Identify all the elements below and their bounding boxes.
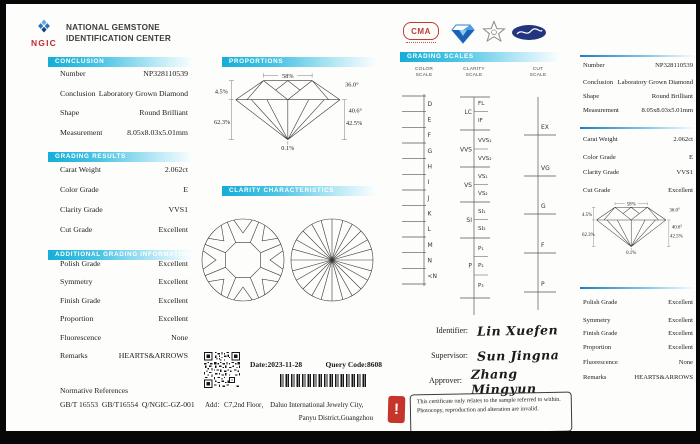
svg-text:D: D [427, 101, 433, 108]
field-label: Shape [60, 108, 80, 118]
ngic-logo [26, 19, 62, 48]
field-row [48, 84, 195, 104]
field-row [48, 347, 195, 366]
total-depth-label: 62.3% [214, 119, 231, 127]
section-header-grading-results: GRADING RESULTS [48, 152, 195, 162]
proportions-diagram [214, 70, 379, 152]
svg-text:P₁: P₁ [478, 246, 484, 252]
field-label: Carat Weight [60, 164, 102, 174]
qr-code [204, 352, 240, 388]
field-value: Excellent [668, 298, 693, 306]
svg-text:58%: 58% [626, 202, 636, 208]
field-label: Conclusion [583, 78, 614, 86]
field-label: Measurement [583, 106, 619, 114]
color-scale [402, 94, 437, 286]
field-value: HEARTS&ARROWS [634, 373, 693, 381]
star-emblem-icon [482, 20, 506, 44]
field-value: Laboratory Grown Diamond [617, 78, 693, 86]
crown-view-plot [202, 219, 284, 301]
field-label: Color Grade [60, 184, 99, 194]
color-scale-header: COLOR SCALE [414, 67, 434, 79]
svg-text:VVS: VVS [459, 146, 472, 154]
svg-text:VS: VS [464, 182, 472, 189]
divider [580, 287, 696, 289]
svg-text:N: N [427, 257, 432, 265]
clarity-scale-header: CLARITY SCALE [463, 67, 485, 79]
org-name [66, 23, 171, 48]
field-value: Laboratory Grown Diamond [98, 88, 188, 98]
svg-text:IF: IF [478, 118, 483, 124]
svg-text:P: P [468, 262, 472, 270]
warning-icon: ! [388, 396, 406, 423]
field-value: E [183, 184, 188, 194]
crown-angle-label: 36.0° [345, 81, 359, 89]
svg-text:I: I [427, 179, 430, 186]
field-value: Excellent [158, 295, 188, 305]
svg-text:L: L [427, 226, 431, 233]
section-header-additional: ADDITIONAL GRADING INFORMATION [48, 250, 195, 260]
grading-scales-diagram [398, 90, 568, 325]
pavilion-view-plot [291, 219, 373, 301]
svg-text:EX: EX [541, 124, 549, 131]
field-value: Excellent [668, 186, 693, 194]
cut-scale [524, 97, 556, 310]
cut-scale-header: CUT SCALE [529, 67, 547, 79]
svg-text:F: F [427, 132, 431, 139]
query-code: Query Code:8608 [325, 360, 382, 369]
field-row [48, 219, 195, 239]
summary-panel [580, 54, 696, 398]
pavilion-depth-label: 42.5% [346, 119, 363, 127]
field-value: VVS1 [168, 204, 188, 214]
svg-text:VS₂: VS₂ [478, 191, 488, 197]
field-label: Color Grade [583, 153, 616, 161]
signature-row [408, 318, 576, 343]
svg-text:SI₁: SI₁ [478, 209, 486, 215]
pavilion-angle-label: 40.6° [348, 107, 363, 115]
svg-text:SI₂: SI₂ [478, 226, 486, 232]
field-value: 8.05x8.03x5.01mm [127, 127, 188, 137]
field-label: Cut Grade [583, 186, 611, 194]
additional-section [48, 260, 195, 365]
cma-subtext [406, 42, 436, 43]
field-row [48, 64, 195, 84]
field-label: Shape [583, 92, 600, 100]
svg-text:P₂: P₂ [478, 263, 484, 269]
field-value: HEARTS&ARROWS [118, 351, 188, 361]
divider [580, 55, 696, 57]
date-query-row [250, 360, 382, 369]
signature-label: Supervisor: [431, 351, 468, 360]
field-label: Finish Grade [60, 295, 101, 305]
clarity-plot-diagrams [198, 216, 383, 306]
field-label: Measurement [60, 127, 103, 137]
approver-signature: Zhang Mingyun [470, 365, 537, 397]
field-value: Excellent [668, 316, 693, 324]
field-value: Round Brilliant [139, 108, 188, 118]
svg-text:P₃: P₃ [478, 283, 484, 289]
field-value: NP328110539 [655, 61, 693, 69]
clarity-scale [460, 97, 491, 315]
field-label: Cut Grade [60, 224, 93, 234]
culet-label: 0.1% [281, 145, 295, 152]
field-value: Excellent [668, 329, 693, 337]
field-value: Excellent [158, 224, 188, 234]
barcode [280, 374, 368, 387]
field-row [48, 291, 195, 310]
normative-value: GB/T 16553 GB/T16554 Q/NGIC-GZ-001 [60, 400, 195, 409]
field-label: Finish Grade [583, 329, 618, 337]
grading-results-section [48, 162, 195, 239]
field-value: Excellent [158, 277, 188, 287]
field-label: Symmetry [60, 277, 93, 287]
field-value: None [678, 358, 693, 366]
field-label: Remarks [583, 373, 607, 381]
field-value: NP328110539 [143, 69, 188, 79]
field-row [48, 328, 195, 347]
field-label: Carat Weight [583, 135, 618, 143]
svg-text:FL: FL [478, 101, 485, 107]
svg-text:VVS₁: VVS₁ [478, 138, 492, 144]
field-value: E [688, 153, 693, 161]
diamond-emblem-icon [450, 20, 476, 46]
field-label: Fluorescence [60, 332, 102, 342]
supervisor-signature: Sun Jingna [476, 347, 560, 364]
section-header-proportions: PROPORTIONS [222, 57, 378, 67]
svg-text:40.6°: 40.6° [671, 225, 683, 231]
identifier-signature: Lin Xuefen [476, 322, 559, 339]
field-label: Fluorescence [583, 358, 618, 366]
svg-text:G: G [541, 203, 546, 210]
section-header-conclusion: CONCLUSION [48, 57, 195, 67]
field-label: Polish Grade [583, 298, 618, 306]
svg-text:J: J [427, 195, 430, 202]
divider [580, 127, 696, 129]
field-value: VVS1 [676, 168, 693, 176]
svg-text:LC: LC [464, 109, 472, 116]
field-value: Excellent [668, 343, 693, 351]
svg-text:F: F [541, 242, 545, 249]
normative-label: Normative References [60, 386, 129, 395]
svg-text:62.3%: 62.3% [582, 233, 595, 239]
field-row [48, 199, 195, 219]
field-label: Number [583, 61, 605, 69]
svg-text:VS₁: VS₁ [478, 174, 488, 180]
field-row [48, 254, 195, 273]
svg-text:VG: VG [541, 165, 550, 172]
field-row [48, 159, 195, 179]
ngic-wordmark: NGIC [30, 38, 58, 48]
svg-text:H: H [427, 163, 433, 171]
scale-headers [398, 67, 568, 83]
field-label: Polish Grade [60, 258, 101, 268]
svg-text:4.5%: 4.5% [582, 212, 593, 218]
signature-label: Approver: [429, 376, 462, 385]
warning-note: This certificate only relates to the sample referred to within. Photocopy, reproduction and alteration are invalid. [410, 392, 573, 431]
field-value: 8.05x8.03x5.01mm [641, 106, 693, 114]
svg-text:42.5%: 42.5% [670, 234, 683, 240]
svg-text:M: M [427, 242, 433, 249]
crown-height-label: 4.5% [214, 88, 228, 96]
field-label: Conclusion [60, 88, 96, 98]
svg-text:G: G [427, 148, 433, 155]
svg-text:SI: SI [466, 217, 472, 224]
address-line1: Add：C7,2nd Floor， Daluo International Jewelry City, [205, 401, 364, 409]
field-value: 2.062ct [164, 164, 188, 174]
org-name-line1: NATIONAL GEMSTONE [66, 23, 160, 32]
field-label: Clarity Grade [583, 168, 620, 176]
field-row [48, 103, 195, 123]
field-row [48, 179, 195, 199]
normative-references [60, 386, 195, 409]
diamond-icon [37, 19, 51, 33]
certificate [6, 4, 696, 431]
svg-text:36.0°: 36.0° [669, 208, 680, 214]
section-header-clarity-characteristics: CLARITY CHARACTERISTICS [222, 186, 378, 196]
field-value: Round Brilliant [651, 92, 693, 100]
field-label: Proportion [60, 314, 94, 324]
field-label: Proportion [583, 343, 612, 351]
section-header-grading-scales: GRADING SCALES [400, 52, 562, 62]
svg-text:P: P [541, 281, 545, 288]
address-line2: Panyu District,Guangzhou [298, 413, 373, 422]
signature-label: Identifier: [436, 326, 468, 335]
proportions-diagram-small [582, 200, 692, 255]
field-value: Excellent [158, 258, 188, 268]
field-row [48, 310, 195, 329]
signatures [408, 318, 576, 397]
field-row [48, 123, 195, 143]
cma-mark [403, 22, 439, 43]
field-label: Clarity Grade [60, 204, 103, 214]
conclusion-section [48, 67, 195, 142]
table-pct-label: 58% [282, 72, 294, 80]
cma-logo: CMA [403, 22, 439, 40]
field-value: Excellent [158, 314, 188, 324]
field-label: Remarks [60, 351, 88, 361]
svg-text:E: E [427, 116, 432, 124]
field-row [48, 273, 195, 292]
svg-text:<N: <N [427, 273, 438, 280]
ngic-logo-block [26, 19, 191, 48]
signature-row [408, 343, 576, 368]
svg-text:0.1%: 0.1% [626, 251, 637, 255]
svg-text:VVS₂: VVS₂ [478, 156, 492, 162]
issue-date: Date:2023-11-28 [250, 360, 303, 369]
field-label: Symmetry [583, 316, 611, 324]
signature-row [408, 365, 576, 397]
field-value: 2.062ct [673, 135, 693, 143]
svg-text:K: K [427, 210, 432, 218]
oval-emblem-icon [512, 25, 546, 40]
field-value: None [171, 332, 188, 342]
lab-address [205, 399, 373, 424]
field-label: Number [60, 69, 86, 79]
org-name-line2: IDENTIFICATION CENTER [66, 33, 172, 43]
